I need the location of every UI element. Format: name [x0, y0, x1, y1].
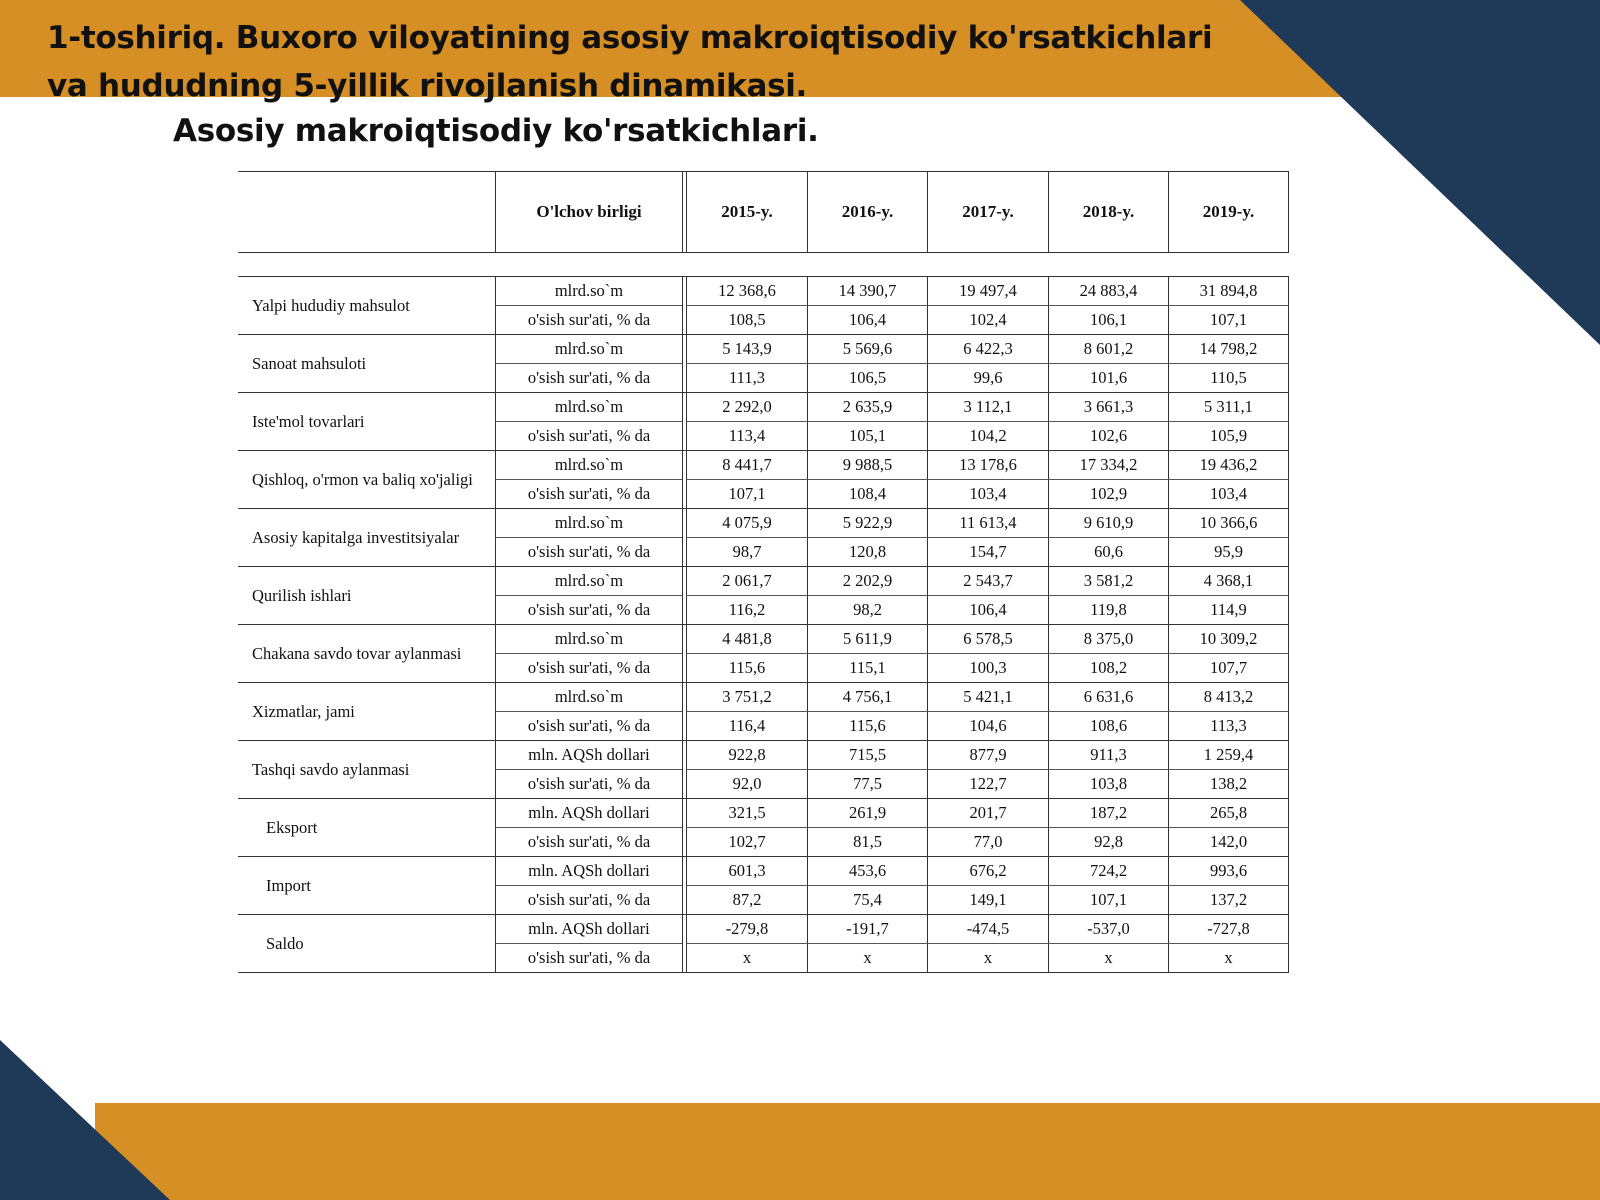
- value-cell: 98,2: [807, 596, 927, 625]
- indicators-table: [238, 171, 1289, 973]
- indicator-label: Chakana savdo tovar aylanmasi: [252, 643, 462, 663]
- unit-cell: o'sish sur'ati, % da: [495, 596, 682, 625]
- value-cell: 8 601,2: [1048, 335, 1168, 364]
- unit-cell: o'sish sur'ati, % da: [495, 654, 682, 683]
- table-row: [238, 277, 1289, 335]
- value-cell: 119,8: [1048, 596, 1168, 625]
- value-cell: 6 631,6: [1048, 683, 1168, 712]
- value-cell: 138,2: [1168, 770, 1289, 799]
- value-cell: 92,0: [686, 770, 807, 799]
- unit-cell: mlrd.so`m: [495, 393, 682, 422]
- value-cell: 98,7: [686, 538, 807, 567]
- value-cell: 1 259,4: [1168, 741, 1289, 770]
- value-cell: 95,9: [1168, 538, 1289, 567]
- value-cell: 8 441,7: [686, 451, 807, 480]
- value-cell: 922,8: [686, 741, 807, 770]
- value-cell: 19 436,2: [1168, 451, 1289, 480]
- unit-cell: mln. AQSh dollari: [495, 741, 682, 770]
- value-cell: 113,4: [686, 422, 807, 451]
- table-body: [238, 277, 1289, 973]
- value-cell: 115,6: [686, 654, 807, 683]
- value-cell: -537,0: [1048, 915, 1168, 944]
- indicator-label: Tashqi savdo aylanmasi: [252, 759, 410, 779]
- value-cell: 6 578,5: [927, 625, 1048, 654]
- value-cell: 113,3: [1168, 712, 1289, 741]
- value-cell: 108,2: [1048, 654, 1168, 683]
- header-cell-unit: O'lchov birligi: [495, 172, 682, 252]
- value-cell: 676,2: [927, 857, 1048, 886]
- value-cell: 201,7: [927, 799, 1048, 828]
- table-row: [238, 625, 1289, 683]
- value-cell: 115,1: [807, 654, 927, 683]
- value-cell: 75,4: [807, 886, 927, 915]
- value-cell: 115,6: [807, 712, 927, 741]
- value-cell: 321,5: [686, 799, 807, 828]
- value-cell: 10 309,2: [1168, 625, 1289, 654]
- value-cell: x: [927, 944, 1048, 973]
- value-cell: 2 543,7: [927, 567, 1048, 596]
- value-cell: 102,9: [1048, 480, 1168, 509]
- value-cell: 5 569,6: [807, 335, 927, 364]
- value-cell: 715,5: [807, 741, 927, 770]
- unit-cell: mlrd.so`m: [495, 625, 682, 654]
- value-cell: 101,6: [1048, 364, 1168, 393]
- unit-cell: o'sish sur'ati, % da: [495, 712, 682, 741]
- value-cell: 60,6: [1048, 538, 1168, 567]
- indicator-label: Asosiy kapitalga investitsiyalar: [252, 527, 460, 547]
- value-cell: 4 368,1: [1168, 567, 1289, 596]
- value-cell: 81,5: [807, 828, 927, 857]
- header-cell-2019: 2019-y.: [1168, 172, 1289, 252]
- value-cell: 114,9: [1168, 596, 1289, 625]
- unit-cell: o'sish sur'ati, % da: [495, 480, 682, 509]
- unit-cell: o'sish sur'ati, % da: [495, 770, 682, 799]
- value-cell: -727,8: [1168, 915, 1289, 944]
- value-cell: 77,5: [807, 770, 927, 799]
- bottom-orange-band: [95, 1103, 1600, 1200]
- unit-cell: o'sish sur'ati, % da: [495, 538, 682, 567]
- value-cell: 142,0: [1168, 828, 1289, 857]
- value-cell: 265,8: [1168, 799, 1289, 828]
- value-cell: 13 178,6: [927, 451, 1048, 480]
- value-cell: 877,9: [927, 741, 1048, 770]
- value-cell: 17 334,2: [1048, 451, 1168, 480]
- indicator-label: Eksport: [266, 817, 318, 837]
- value-cell: 106,4: [807, 306, 927, 335]
- value-cell: 3 581,2: [1048, 567, 1168, 596]
- indicator-label: Sanoat mahsuloti: [252, 353, 367, 373]
- value-cell: 31 894,8: [1168, 277, 1289, 306]
- value-cell: 107,1: [1048, 886, 1168, 915]
- value-cell: 5 611,9: [807, 625, 927, 654]
- value-cell: 107,1: [686, 480, 807, 509]
- table-row: [238, 335, 1289, 393]
- value-cell: -279,8: [686, 915, 807, 944]
- indicator-label: Qishloq, o'rmon va baliq xo'jaligi: [252, 469, 473, 489]
- slide-title: 1-toshiriq. Buxoro viloyatining asosiy makroiqtisodiy ko'rsatkichlari va hududning 5-yillik rivojlanish dinamikasi.: [47, 20, 1213, 104]
- table-header-row: [238, 171, 1289, 253]
- unit-cell: mlrd.so`m: [495, 567, 682, 596]
- unit-cell: mln. AQSh dollari: [495, 799, 682, 828]
- table-row: [238, 857, 1289, 915]
- value-cell: 3 661,3: [1048, 393, 1168, 422]
- header-cell-2017: 2017-y.: [927, 172, 1048, 252]
- indicator-label: Import: [266, 875, 311, 895]
- value-cell: 14 798,2: [1168, 335, 1289, 364]
- value-cell: 4 075,9: [686, 509, 807, 538]
- top-right-navy-triangle: [1240, 0, 1600, 345]
- unit-cell: o'sish sur'ati, % da: [495, 422, 682, 451]
- value-cell: 120,8: [807, 538, 927, 567]
- value-cell: 122,7: [927, 770, 1048, 799]
- value-cell: 453,6: [807, 857, 927, 886]
- indicator-label: Qurilish ishlari: [252, 585, 352, 605]
- value-cell: 9 610,9: [1048, 509, 1168, 538]
- value-cell: 5 421,1: [927, 683, 1048, 712]
- value-cell: 154,7: [927, 538, 1048, 567]
- unit-cell: o'sish sur'ati, % da: [495, 828, 682, 857]
- value-cell: 105,1: [807, 422, 927, 451]
- value-cell: 11 613,4: [927, 509, 1048, 538]
- value-cell: 99,6: [927, 364, 1048, 393]
- value-cell: 14 390,7: [807, 277, 927, 306]
- value-cell: 77,0: [927, 828, 1048, 857]
- value-cell: 5 143,9: [686, 335, 807, 364]
- value-cell: 4 756,1: [807, 683, 927, 712]
- value-cell: 2 202,9: [807, 567, 927, 596]
- unit-cell: mlrd.so`m: [495, 451, 682, 480]
- value-cell: 187,2: [1048, 799, 1168, 828]
- value-cell: x: [807, 944, 927, 973]
- value-cell: 911,3: [1048, 741, 1168, 770]
- value-cell: 102,4: [927, 306, 1048, 335]
- unit-cell: mlrd.so`m: [495, 277, 682, 306]
- value-cell: 10 366,6: [1168, 509, 1289, 538]
- value-cell: 6 422,3: [927, 335, 1048, 364]
- value-cell: 103,4: [1168, 480, 1289, 509]
- value-cell: 107,7: [1168, 654, 1289, 683]
- unit-cell: mlrd.so`m: [495, 335, 682, 364]
- table-row: [238, 567, 1289, 625]
- value-cell: 110,5: [1168, 364, 1289, 393]
- value-cell: 116,4: [686, 712, 807, 741]
- header-cell-indicator: [238, 172, 495, 252]
- value-cell: 111,3: [686, 364, 807, 393]
- value-cell: 2 635,9: [807, 393, 927, 422]
- table-row: [238, 509, 1289, 567]
- value-cell: 2 061,7: [686, 567, 807, 596]
- value-cell: x: [1168, 944, 1289, 973]
- value-cell: 104,6: [927, 712, 1048, 741]
- value-cell: 108,5: [686, 306, 807, 335]
- value-cell: 106,4: [927, 596, 1048, 625]
- value-cell: -191,7: [807, 915, 927, 944]
- value-cell: 24 883,4: [1048, 277, 1168, 306]
- value-cell: 601,3: [686, 857, 807, 886]
- indicator-label: Yalpi hududiy mahsulot: [252, 295, 410, 315]
- value-cell: 19 497,4: [927, 277, 1048, 306]
- table-row: [238, 799, 1289, 857]
- value-cell: 3 112,1: [927, 393, 1048, 422]
- value-cell: 103,4: [927, 480, 1048, 509]
- value-cell: 137,2: [1168, 886, 1289, 915]
- value-cell: 103,8: [1048, 770, 1168, 799]
- value-cell: 149,1: [927, 886, 1048, 915]
- unit-cell: mln. AQSh dollari: [495, 915, 682, 944]
- value-cell: 724,2: [1048, 857, 1168, 886]
- value-cell: x: [686, 944, 807, 973]
- unit-cell: o'sish sur'ati, % da: [495, 306, 682, 335]
- value-cell: 9 988,5: [807, 451, 927, 480]
- value-cell: 107,1: [1168, 306, 1289, 335]
- value-cell: 102,7: [686, 828, 807, 857]
- table-row: [238, 451, 1289, 509]
- value-cell: 993,6: [1168, 857, 1289, 886]
- value-cell: 2 292,0: [686, 393, 807, 422]
- table-row: [238, 393, 1289, 451]
- value-cell: 261,9: [807, 799, 927, 828]
- indicator-label: Iste'mol tovarlari: [252, 411, 365, 431]
- value-cell: 8 375,0: [1048, 625, 1168, 654]
- unit-cell: o'sish sur'ati, % da: [495, 886, 682, 915]
- value-cell: 105,9: [1168, 422, 1289, 451]
- value-cell: 100,3: [927, 654, 1048, 683]
- table-row: [238, 741, 1289, 799]
- table-row: [238, 915, 1289, 973]
- header-cell-2016: 2016-y.: [807, 172, 927, 252]
- value-cell: 92,8: [1048, 828, 1168, 857]
- value-cell: 102,6: [1048, 422, 1168, 451]
- indicator-label: Saldo: [266, 933, 304, 953]
- value-cell: 5 311,1: [1168, 393, 1289, 422]
- value-cell: 106,5: [807, 364, 927, 393]
- slide-subtitle: Asosiy makroiqtisodiy ko'rsatkichlari.: [173, 113, 819, 149]
- value-cell: 108,6: [1048, 712, 1168, 741]
- value-cell: 106,1: [1048, 306, 1168, 335]
- value-cell: 104,2: [927, 422, 1048, 451]
- value-cell: 116,2: [686, 596, 807, 625]
- value-cell: 87,2: [686, 886, 807, 915]
- indicator-label: Xizmatlar, jami: [252, 701, 355, 721]
- value-cell: 12 368,6: [686, 277, 807, 306]
- value-cell: 8 413,2: [1168, 683, 1289, 712]
- header-cell-2015: 2015-y.: [686, 172, 807, 252]
- unit-cell: mln. AQSh dollari: [495, 857, 682, 886]
- header-spacer: [238, 253, 1289, 277]
- value-cell: 3 751,2: [686, 683, 807, 712]
- unit-cell: mlrd.so`m: [495, 509, 682, 538]
- value-cell: 4 481,8: [686, 625, 807, 654]
- header-cell-2018: 2018-y.: [1048, 172, 1168, 252]
- table-row: [238, 683, 1289, 741]
- value-cell: 5 922,9: [807, 509, 927, 538]
- unit-cell: mlrd.so`m: [495, 683, 682, 712]
- value-cell: -474,5: [927, 915, 1048, 944]
- value-cell: x: [1048, 944, 1168, 973]
- unit-cell: o'sish sur'ati, % da: [495, 944, 682, 973]
- value-cell: 108,4: [807, 480, 927, 509]
- unit-cell: o'sish sur'ati, % da: [495, 364, 682, 393]
